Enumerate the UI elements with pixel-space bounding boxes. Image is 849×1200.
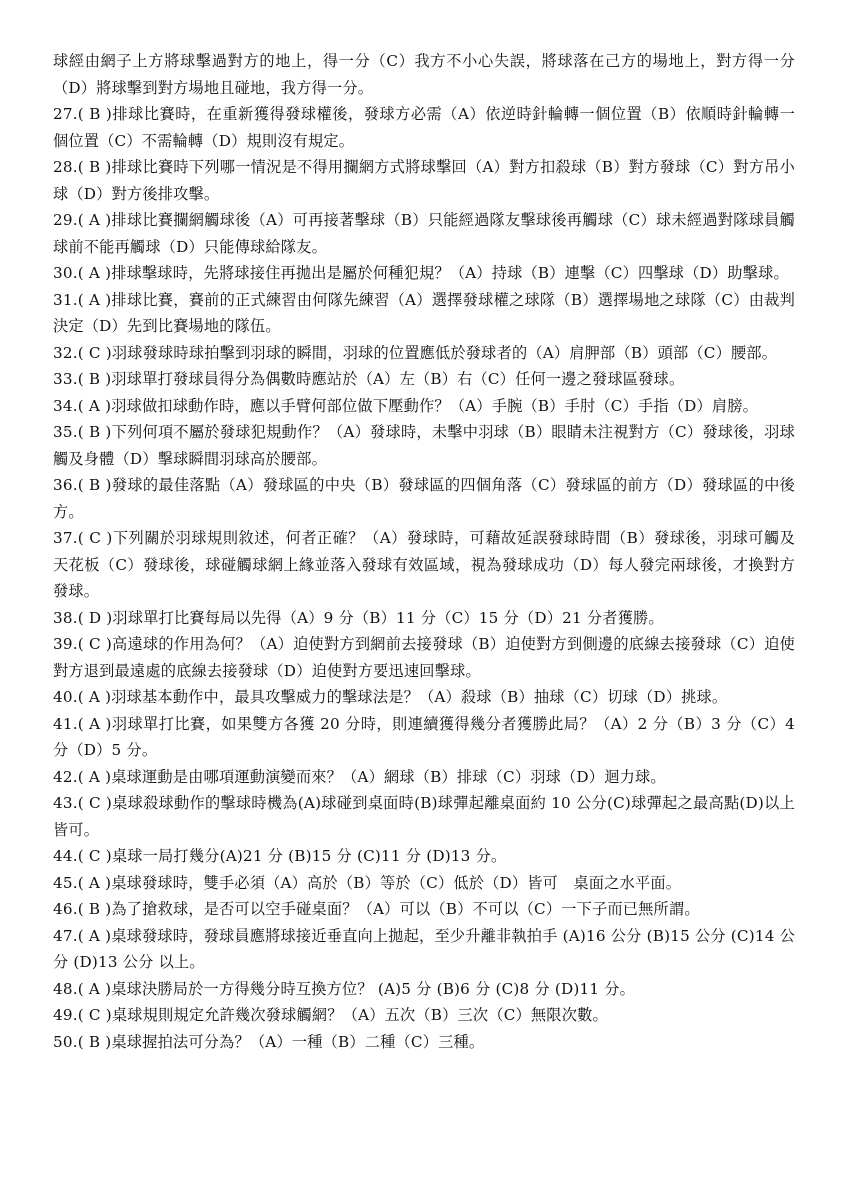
- question-50: 50.( B )桌球握拍法可分為？（A）一種（B）二種（C）三種。: [53, 1032, 485, 1051]
- question-49: 49.( C )桌球規則規定允許幾次發球觸網？（A）五次（B）三次（C）無限次數。: [53, 1006, 608, 1024]
- question-35: 35.( B )下列何項不屬於發球犯規動作？（A）發球時，未擊中羽球（B）眼睛未注視對方（C）發球後，羽球觸及身體（D）擊球瞬間羽球高於腰部。: [53, 423, 795, 468]
- question-46: 46.( B )為了搶救球，是否可以空手碰桌面？（A）可以（B）不可以（C）一下子而已無所謂。: [53, 900, 700, 918]
- question-41: 41.( A )羽球單打比賽，如果雙方各獲 20 分時，則連續獲得幾分者獲勝此局？（A）2 分（B）3 分（C）4 分（D）5 分。: [53, 714, 795, 759]
- question-33: 33.( B )羽球單打發球員得分為偶數時應站於（A）左（B）右（C）任何一邊之發球區發球。: [53, 370, 685, 388]
- question-28: 28.( B )排球比賽時下列哪一情況是不得用攔網方式將球擊回（A）對方扣殺球（B）對方發球（C）對方吊小球（D）對方後排攻擊。: [53, 158, 795, 203]
- question-29: 29.( A )排球比賽攔網觸球後（A）可再接著擊球（B）只能經過隊友擊球後再觸球（C）球未經過對隊球員觸球前不能再觸球（D）只能傳球給隊友。: [53, 211, 795, 256]
- question-48: 48.( A )桌球決勝局於一方得幾分時互換方位？ (A)5 分 (B)6 分 (C)8 分 (D)11 分。: [53, 979, 636, 998]
- question-47: 47.( A )桌球發球時，發球員應將球接近垂直向上拋起，至少升離非執拍手 (A)16 公分 (B)15 公分 (C)14 公分 (D)13 公分 以上。: [53, 926, 795, 971]
- question-40: 40.( A )羽球基本動作中，最具攻擊威力的擊球法是？（A）殺球（B）抽球（C）切球（D）挑球。: [53, 688, 728, 706]
- question-44: 44.( C )桌球一局打幾分(A)21 分 (B)15 分 (C)11 分 (D)13 分。: [53, 847, 507, 865]
- question-39: 39.( C )高遠球的作用為何？（A）迫使對方到網前去接發球（B）迫使對方到側邊的底線去接發球（C）迫使對方退到最遠處的底線去接發球（D）迫使對方要迅速回擊球。: [53, 635, 795, 680]
- question-42: 42.( A )桌球運動是由哪項運動演變而來？（A）網球（B）排球（C）羽球（D）迴力球。: [53, 767, 666, 786]
- question-list: [53, 48, 795, 1055]
- question-31: 31.( A )排球比賽，賽前的正式練習由何隊先練習（A）選擇發球權之球隊（B）選擇場地之球隊（C）由裁判決定（D）先到比賽場地的隊伍。: [53, 290, 795, 335]
- question-38: 38.( D )羽球單打比賽每局以先得（A）9 分（B）11 分（C）15 分（D）21 分者獲勝。: [53, 608, 664, 627]
- question-32: 32.( C )羽球發球時球拍擊到羽球的瞬間，羽球的位置應低於發球者的（A）肩胛部（B）頭部（C）腰部。: [53, 343, 778, 362]
- question-45: 45.( A )桌球發球時，雙手必須（A）高於（B）等於（C）低於（D）皆可 桌面之水平面。: [53, 873, 682, 892]
- question-36: 36.( B )發球的最佳落點（A）發球區的中央（B）發球區的四個角落（C）發球區的前方（D）發球區的中後方。: [53, 476, 795, 521]
- question-continuation: 球經由網子上方將球擊過對方的地上，得一分（C）我方不小心失誤，將球落在己方的場地上，對方得一分（D）將球擊到對方場地且碰地，我方得一分。: [53, 52, 795, 97]
- question-37: 37.( C )下列關於羽球規則敘述，何者正確？（A）發球時，可藉故延誤發球時間（B）發球後，羽球可觸及天花板（C）發球後，球碰觸球網上緣並落入發球有效區域，視為發球成功（D）每人發完兩球後，才換對方發球。: [53, 529, 795, 600]
- question-27: 27.( B )排球比賽時，在重新獲得發球權後，發球方必需（A）依逆時針輪轉一個位置（B）依順時針輪轉一個位置（C）不需輪轉（D）規則沒有規定。: [53, 105, 795, 150]
- question-30: 30.( A )排球擊球時，先將球接住再拋出是屬於何種犯規？（A）持球（B）連擊（C）四擊球（D）助擊球。: [53, 264, 789, 282]
- question-34: 34.( A )羽球做扣球動作時，應以手臂何部位做下壓動作？（A）手腕（B）手肘（C）手指（D）肩膀。: [53, 396, 759, 415]
- question-43: 43.( C )桌球殺球動作的擊球時機為(A)球碰到桌面時(B)球彈起離桌面約 10 公分(C)球彈起之最高點(D)以上皆可。: [53, 794, 795, 839]
